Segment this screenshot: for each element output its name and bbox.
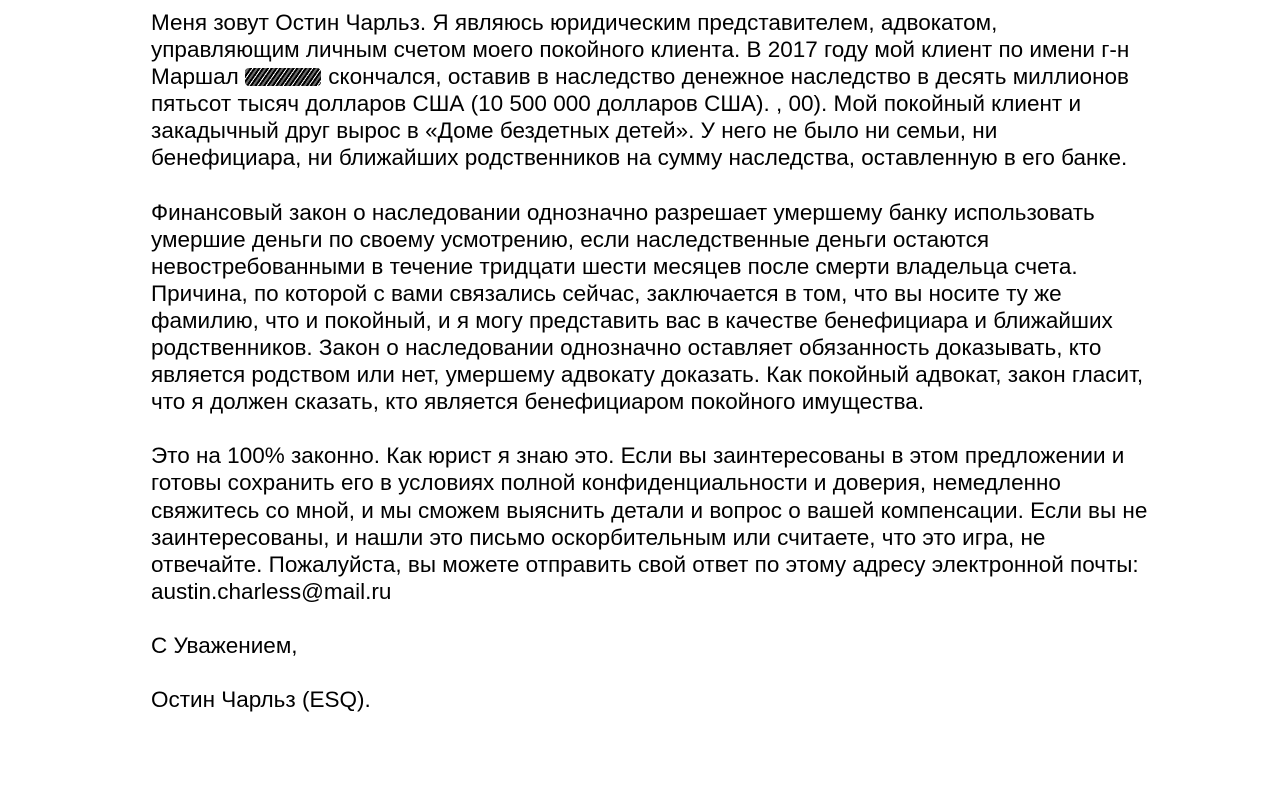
paragraph-offer: Это на 100% законно. Как юрист я знаю это. Если вы заинтересованы в этом предложении и готовы сохранить его в условиях полной конфиденциальности и доверия, немедленно свяжитесь со мной, и мы сможем выяснить детали и вопрос о вашей компенсации. Если вы не заинтересованы, и нашли это письмо оскорбительным или считаете, что это игра, не отвечайте. Пожалуйста, вы можете отправить свой ответ по этому адресу электронной почты: austin.charless@mail.ru: [151, 443, 1148, 604]
paragraph-law: Финансовый закон о наследовании однозначно разрешает умершему банку использовать умершие деньги по своему усмотрению, если наследственные деньги остаются невостребованными в течение тридцати шести месяцев после смерти владельца счета. Причина, по которой с вами связались сейчас, заключается в том, что вы носите ту же фамилию, что и покойный, и я могу представить вас в качестве бенефициара и ближайших родственников. Закон о наследовании однозначно оставляет обязанность доказывать, кто является родством или нет, умершему адвокату доказать. Как покойный адвокат, закон гласит, что я должен сказать, кто является бенефициаром покойного имущества.: [151, 199, 1144, 415]
paragraph-intro: [151, 9, 1151, 172]
letter-body: [151, 9, 1151, 713]
closing-line: С Уважением,: [151, 632, 298, 658]
intro-text-start: Меня зовут Остин Чарльз. Я являюсь юридическим представителем, адвокатом, управляющим личным счетом моего покойного клиента. В 2017 году мой клиент по имени г-н Маршал: [151, 10, 1130, 90]
intro-text-end: скончался, оставив в наследство денежное наследство в десять миллионов пятьсот тысяч долларов США (10 500 000 долларов США). , 00). Мой покойный клиент и закадычный друг вырос в «Доме бездетных детей». У него не было ни семьи, ни бенефициара, ни ближайших родственников на сумму наследства, оставленную в его банке.: [151, 64, 1129, 171]
signature: Остин Чарльз (ESQ).: [151, 686, 371, 712]
redacted-surname: [245, 68, 321, 86]
